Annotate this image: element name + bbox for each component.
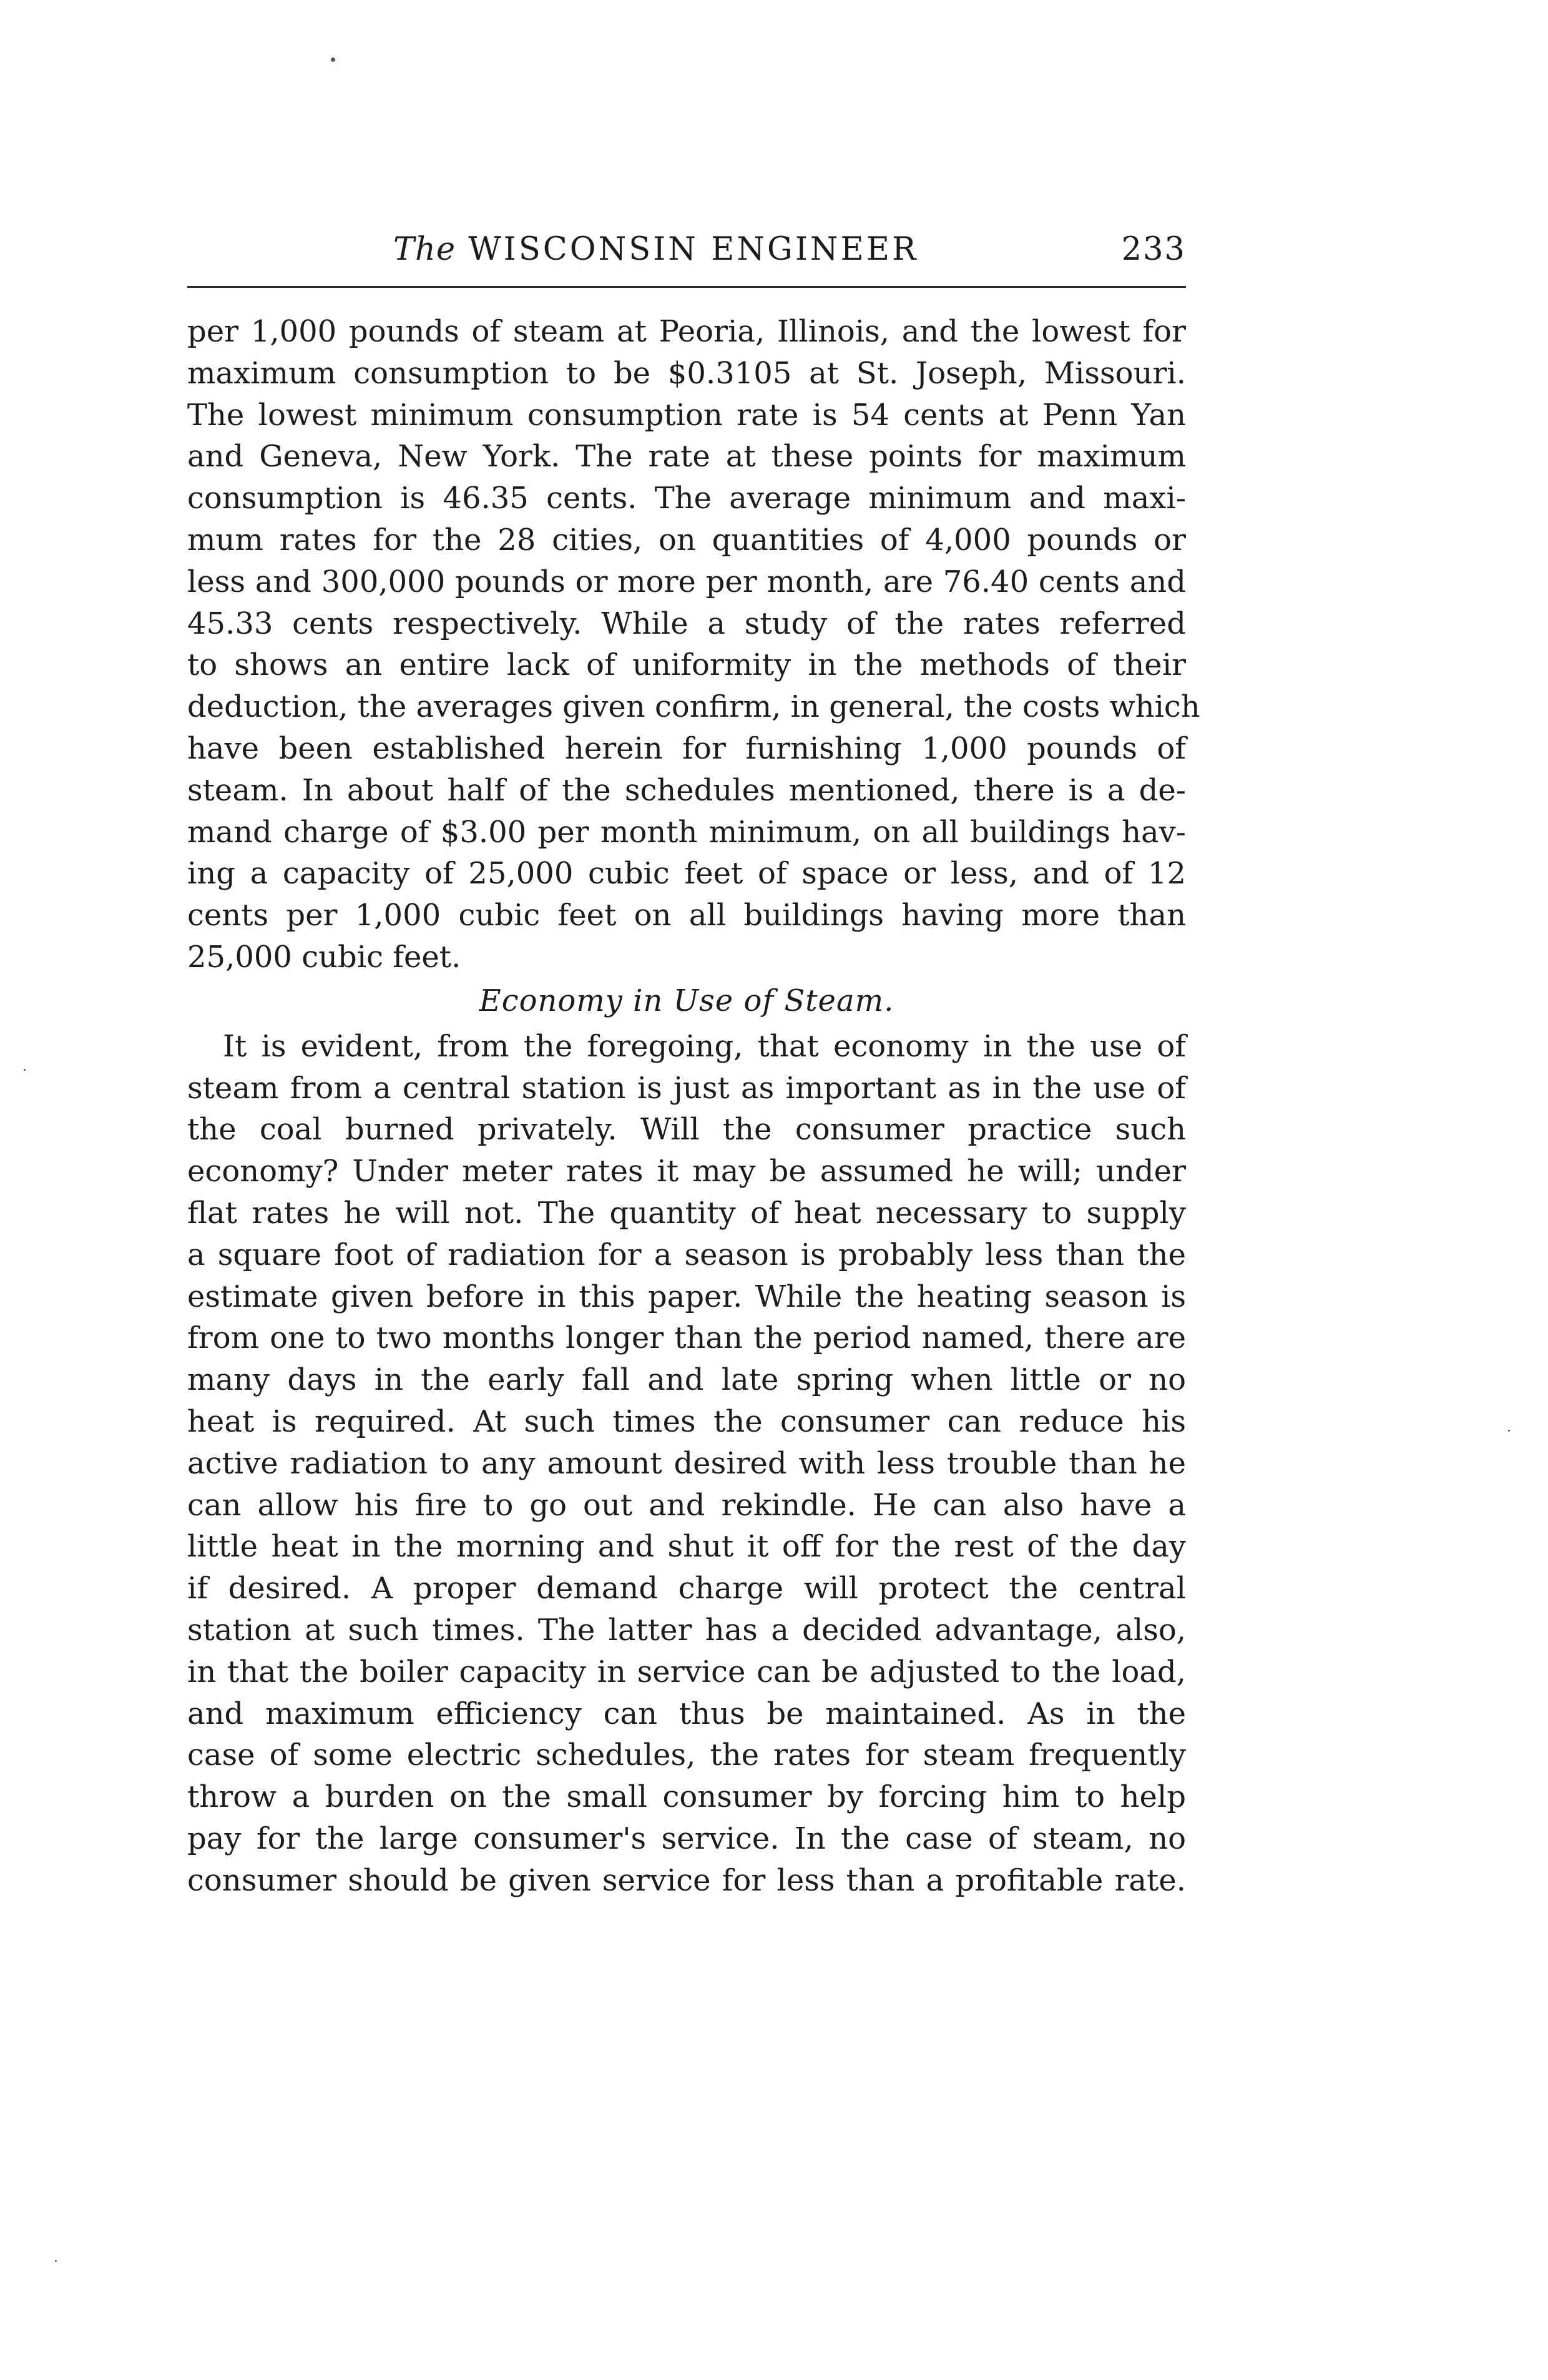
running-header [187,231,1186,275]
journal-title-name: WISCONSIN ENGINEER [468,231,919,268]
text-line: a square foot of radiation for a season is probably less than the [187,1237,1186,1272]
paragraph-2 [187,1026,1186,1902]
text-line: The lowest minimum consumption rate is 54 cents at Penn Yan [187,397,1186,433]
text-line: 25,000 cubic feet. [187,939,461,975]
text-line: cents per 1,000 cubic feet on all buildings having more than [187,898,1186,933]
text-line: case of some electric schedules, the rates for steam frequently [187,1738,1186,1773]
paragraph-1 [187,311,1200,978]
text-line: estimate given before in this paper. While the heating season is [187,1279,1186,1314]
text-line: active radiation to any amount desired with less trouble than he [187,1445,1186,1481]
text-line: deduction, the averages given confirm, in general, the costs which [187,689,1200,725]
scan-speck [1508,1430,1510,1432]
text-line: to shows an entire lack of uniformity in the methods of their [187,647,1186,683]
header-rule [187,286,1186,288]
text-line: flat rates he will not. The quantity of heat necessary to supply [187,1195,1186,1231]
scan-speck [24,1069,26,1071]
text-line: less and 300,000 pounds or more per month, are 76.40 cents and [187,564,1186,599]
scan-speck [55,2260,57,2262]
text-line: steam from a central station is just as important as in the use of [187,1070,1186,1106]
text-line: if desired. A proper demand charge will protect the central [187,1571,1186,1606]
text-line: maximum consumption to be $0.3105 at St. Joseph, Missouri. [187,355,1186,391]
text-line: the coal burned privately. Will the consumer practice such [187,1112,1186,1148]
text-line: many days in the early fall and late spring when little or no [187,1362,1186,1398]
text-line: consumption is 46.35 cents. The average minimum and maxi- [187,481,1186,516]
text-line: steam. In about half of the schedules mentioned, there is a de- [187,772,1186,808]
text-line: heat is required. At such times the consumer can reduce his [187,1404,1186,1439]
text-line: per 1,000 pounds of steam at Peoria, Illinois, and the lowest for [187,314,1186,349]
text-line: and maximum efficiency can thus be maintained. As in the [187,1696,1186,1731]
text-line: from one to two months longer than the period named, there are [187,1320,1186,1356]
text-line: throw a burden on the small consumer by forcing him to help [187,1779,1186,1815]
text-line: It is evident, from the foregoing, that economy in the use of [223,1028,1186,1064]
text-line: consumer should be given service for less than a profitable rate. [187,1862,1186,1898]
text-line: and Geneva, New York. The rate at these points for maximum [187,439,1186,475]
text-line: station at such times. The latter has a decided advantage, also, [187,1612,1186,1648]
scan-speck [331,57,335,62]
text-line: ing a capacity of 25,000 cubic feet of space or less, and of 12 [187,856,1186,892]
journal-title [393,231,918,268]
text-line: little heat in the morning and shut it off for the rest of the day [187,1529,1186,1565]
text-line: pay for the large consumer's service. In the case of steam, no [187,1821,1186,1856]
section-heading: Economy in Use of Steam. [479,983,894,1018]
journal-title-the: The [393,231,456,268]
text-line: mand charge of $3.00 per month minimum, on all buildings hav- [187,814,1186,850]
text-line: 45.33 cents respectively. While a study of the rates referred [187,606,1186,641]
text-line: in that the boiler capacity in service can be adjusted to the load, [187,1654,1186,1689]
text-line: have been established herein for furnishing 1,000 pounds of [187,730,1186,766]
text-line: can allow his fire to go out and rekindle. He can also have a [187,1487,1186,1523]
text-line: economy? Under meter rates it may be assumed he will; under [187,1154,1186,1189]
page-number: 233 [1121,231,1186,268]
text-line: mum rates for the 28 cities, on quantities of 4,000 pounds or [187,522,1186,558]
article-body [187,311,1200,1901]
